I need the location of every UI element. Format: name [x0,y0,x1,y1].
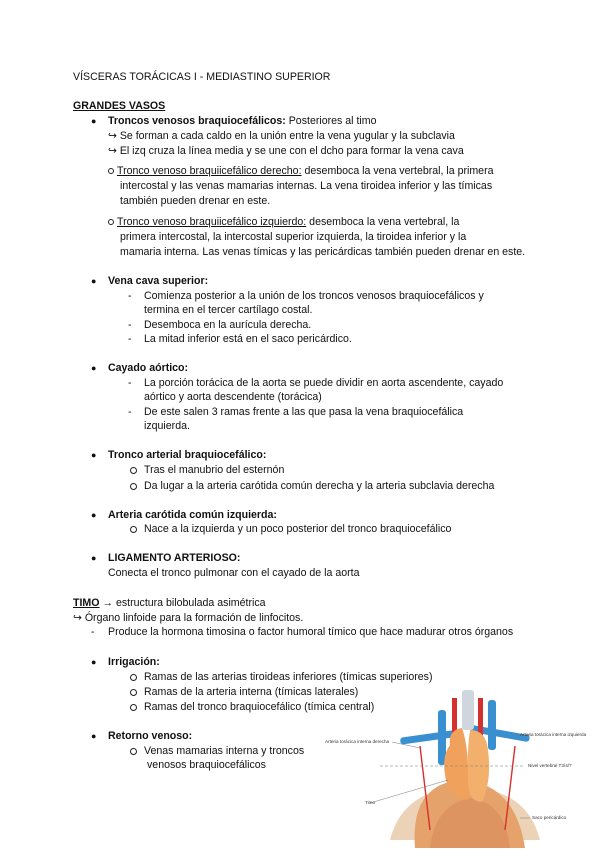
cava-item: Desemboca en la aurícula derecha. [144,319,312,331]
bullet-icon: ● [91,116,97,126]
circle-bullet-icon [130,748,137,755]
bullet-icon: ● [91,553,97,563]
tronco-arterial-label: Tronco arterial braquiocefálico: [108,449,267,461]
timo-heading: TIMO [73,597,100,609]
irrigacion-item: Ramas de la arteria interna (tímicas laterales) [144,686,359,698]
carotida-label: Arteria carótida común izquierda: [108,509,277,521]
dash-icon: - [128,319,132,331]
bullet-icon: ● [91,450,97,460]
page-title: VÍSCERAS TORÁCICAS I - MEDIASTINO SUPERIOR [73,71,331,83]
tronco-izquierdo-label: Tronco venoso braquiicefálico izquierdo: [117,216,307,228]
figure-label-level: Nivel vertebral T3/4/? [528,763,572,768]
tronco-arterial-item: Da lugar a la arteria carótida común derecha y la arteria subclavia derecha [144,480,495,492]
dash-icon: - [128,333,132,345]
tronco-derecho-line-2: intercostal y las venas mamarias internas. La vena tiroidea inferior y las tímicas [120,180,493,192]
tronco-izquierdo-line-3: mamaria interna. Las venas tímicas y las pericárdicas también pueden drenar en este. [120,246,526,258]
circle-bullet-icon [130,689,137,696]
tronco-derecho-line-3: también pueden drenar en este. [120,195,271,207]
troncos-line [108,114,376,129]
tronco-derecho-line-1 [117,164,494,179]
ligamento-label: LIGAMENTO ARTERIOSO: [108,552,241,564]
retorno-line-2: venosos braquiocefálicos [147,759,266,771]
cayado-label: Cayado aórtico: [108,362,189,374]
retorno-label: Retorno venoso: [108,730,193,742]
cava-label: Vena cava superior: [108,275,209,287]
tronco-izquierdo-text-1: desemboca la vena vertebral, la [306,216,460,228]
cava-item: Comienza posterior a la unión de los troncos venosos braquiocefálicos y [144,290,484,302]
circle-bullet-icon [130,483,137,490]
cayado-item: izquierda. [144,420,190,432]
dash-icon: - [128,377,132,389]
circle-bullet-icon [130,674,137,681]
troncos-label: Troncos venosos braquiocefálicos: [108,115,286,127]
cayado-item: De este salen 3 ramas frente a las que pasa la vena braquiocefálica [144,406,464,418]
tronco-izquierdo-line-2: primera intercostal, la intercostal superior izquierda, la tiroidea inferior y la [120,231,467,243]
timo-heading-line [73,596,266,611]
bullet-icon: ● [91,731,97,741]
tronco-izquierdo-line-1 [117,215,459,230]
dash-icon: - [128,406,132,418]
cayado-item: La porción torácica de la aorta se puede dividir en aorta ascendente, cayado [144,377,504,389]
cava-item: La mitad inferior está en el saco pericárdico. [144,333,352,345]
troncos-arrow-2: ↪ El izq cruza la línea media y se une con el dcho para formar la vena cava [108,145,464,157]
trachea [462,690,474,730]
troncos-rest: Posteriores al timo [285,115,377,127]
dash-icon: - [128,290,132,302]
timo-line-2: ↪ Órgano linfoide para la formación de linfocitos. [73,612,304,624]
timo-rest: → estructura bilobulada asimétrica [99,597,266,609]
small-circle-icon [108,168,114,174]
bullet-icon: ● [91,363,97,373]
tronco-derecho-label: Tronco venoso braquiicefálico derecho: [117,165,302,177]
bullet-icon: ● [91,276,97,286]
section-heading-grandes-vasos: GRANDES VASOS [73,100,166,112]
figure-label-left-artery: Arteria torácica interna derecha [325,739,390,744]
carotida-item: Nace a la izquierda y un poco posterior del tronco braquiocefálico [144,523,452,535]
thymus-anatomy-figure [320,690,600,848]
left-vein [400,730,455,745]
troncos-arrow-1: ↪ Se forman a cada caldo en la unión entre la vena yugular y la subclavia [108,130,455,142]
bullet-icon: ● [91,657,97,667]
jugular-vein-right [488,700,496,750]
figure-label-right-artery: Arteria torácica interna izquierda [520,732,587,737]
tronco-arterial-item: Tras el manubrio del esternón [144,464,285,476]
small-circle-icon [108,219,114,225]
bullet-icon: ● [91,510,97,520]
cava-item: termina en el tercer cartílago costal. [144,304,313,316]
circle-bullet-icon [130,467,137,474]
dash-icon: - [91,626,95,638]
retorno-line-1: Venas mamarias interna y troncos [144,745,305,757]
heart-thymus-illustration [320,690,600,848]
circle-bullet-icon [130,704,137,711]
ligamento-text: Conecta el tronco pulmonar con el cayado de la aorta [108,567,360,579]
cayado-item: aórtico y aorta descendente (torácica) [144,391,322,403]
timo-dash-text: Produce la hormona timosina o factor humoral tímico que hace madurar otros órganos [108,626,514,638]
irrigacion-label: Irrigación: [108,656,160,668]
irrigacion-item: Ramas del tronco braquiocefálico (tímica central) [144,701,375,713]
jugular-vein-left [438,710,446,765]
tronco-derecho-text-1: desemboca la vena vertebral, la primera [301,165,494,177]
irrigacion-item: Ramas de las arterias tiroideas inferiores (tímicas superiores) [144,671,433,683]
circle-bullet-icon [130,526,137,533]
figure-label-timo: Timo [365,800,376,805]
figure-label-saco: Saco pericárdico [532,815,567,820]
